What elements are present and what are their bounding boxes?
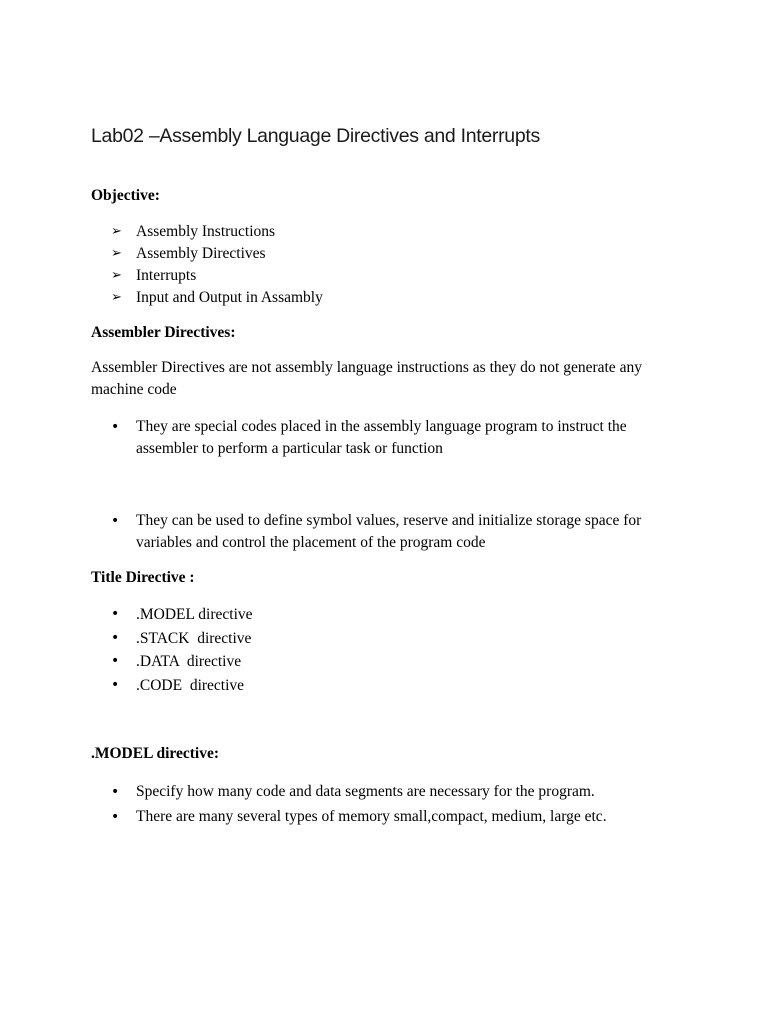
list-item-text: .MODEL directive	[136, 606, 253, 623]
list-item-text: Specify how many code and data segments are necessary for the program.	[136, 783, 595, 800]
list-item	[0, 265, 768, 287]
assembler-directives-list-2	[0, 510, 768, 554]
arrow-bullet-icon: ➢	[111, 268, 122, 283]
assembler-directives-heading: Assembler Directives:	[91, 324, 236, 341]
list-item	[0, 805, 768, 830]
arrow-bullet-icon: ➢	[111, 290, 122, 305]
objective-list	[0, 221, 768, 309]
list-item-text: Assembly Instructions	[136, 223, 276, 240]
assembler-directives-intro: Assembler Directives are not assembly language instructions as they do not generate any machine code	[91, 359, 642, 398]
list-item-text: Interrupts	[136, 267, 197, 284]
title-directive-heading: Title Directive :	[91, 569, 195, 586]
bullet-icon: •	[111, 653, 120, 669]
bullet-icon: •	[111, 419, 120, 435]
bullet-icon: •	[111, 784, 120, 800]
list-item-text: They can be used to define symbol values, reserve and initialize storage space for variables and control the placement of the program code	[136, 512, 642, 551]
list-item	[0, 287, 768, 309]
list-item-text: There are many several types of memory small,compact, medium, large etc.	[136, 807, 607, 825]
model-directive-heading: .MODEL directive:	[91, 745, 219, 762]
list-item	[0, 510, 768, 554]
bullet-icon: •	[111, 606, 120, 622]
list-item	[0, 674, 768, 698]
list-item	[0, 780, 768, 805]
list-item-text: .DATA directive	[136, 653, 242, 670]
list-item	[0, 603, 768, 627]
list-item	[0, 221, 768, 243]
list-item-text: .STACK directive	[136, 629, 252, 647]
bullet-icon: •	[111, 513, 120, 529]
list-item	[0, 243, 768, 265]
list-item-text: .CODE directive	[136, 676, 245, 694]
list-item	[0, 627, 768, 651]
list-item-text: Assembly Directives	[136, 245, 266, 262]
title-directive-list	[0, 603, 768, 697]
page-title: Lab02 –Assembly Language Directives and Interrupts	[91, 125, 540, 147]
assembler-directives-list-1	[0, 416, 768, 460]
list-item-text: Input and Output in Assambly	[136, 289, 323, 306]
bullet-icon: •	[111, 808, 120, 825]
bullet-icon: •	[111, 676, 120, 693]
list-item	[0, 650, 768, 674]
bullet-icon: •	[111, 629, 120, 646]
objective-heading: Objective:	[91, 187, 160, 204]
list-item-text: They are special codes placed in the assembly language program to instruct the assembler to perform a particular task or function	[136, 418, 627, 457]
arrow-bullet-icon: ➢	[111, 246, 122, 261]
arrow-bullet-icon: ➢	[111, 224, 122, 239]
model-directive-list	[0, 780, 768, 829]
list-item	[0, 416, 768, 460]
